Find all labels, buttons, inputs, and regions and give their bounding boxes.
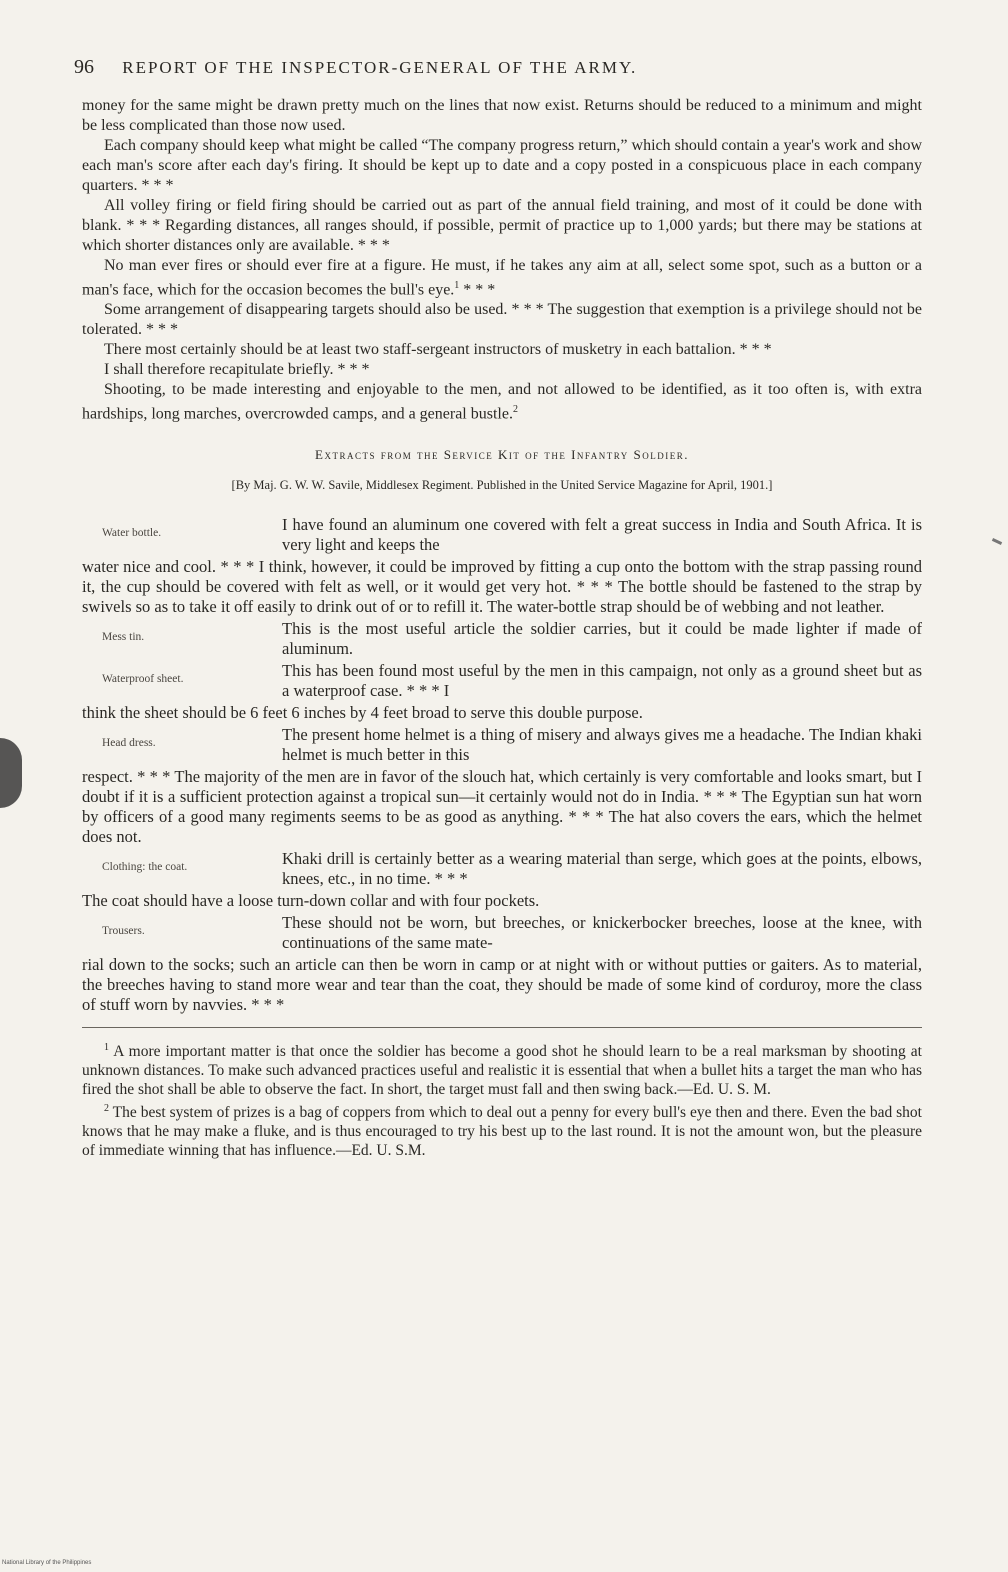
footnote-mark: 1 xyxy=(104,1041,109,1053)
paragraph-text: Shooting, to be made interesting and enjoyable to the men, and not allowed to be identified, as it too often is, with extra hardships, long marches, overcrowded camps, and a general bustle. xyxy=(82,381,922,423)
running-title: REPORT OF THE INSPECTOR-GENERAL OF THE ARMY. xyxy=(122,58,638,77)
paragraph: Each company should keep what might be called “The company progress return,” which should contain a year's work and show each man's score after each day's firing. It should be kept up to date and a copy posted in a conspicuous place in each company quarters. * * * xyxy=(82,137,922,194)
kit-entry xyxy=(82,913,922,953)
footnote-divider xyxy=(82,1027,922,1028)
entry-text: These should not be worn, but breeches, or knickerbocker breeches, loose at the knee, with continuations of the same mate- xyxy=(282,912,922,952)
footnote xyxy=(82,1099,922,1160)
paragraph: Some arrangement of disappearing targets should also be used. * * * The suggestion that exemption is a privilege should not be tolerated. * * * xyxy=(82,301,922,339)
entry-text: This is the most useful article the soldier carries, but it could be made lighter if made of aluminum. xyxy=(282,618,922,658)
side-label: Mess tin. xyxy=(102,630,145,643)
entry-continuation: The coat should have a loose turn-down collar and with four pockets. xyxy=(82,890,540,910)
paragraph: I shall therefore recapitulate briefly. * * * xyxy=(104,361,370,379)
running-header xyxy=(74,56,934,79)
footnote-mark: 2 xyxy=(104,1102,109,1114)
entry-text: Khaki drill is certainly better as a wearing material than serge, which goes at the points, elbows, knees, etc., in no time. * * * xyxy=(282,848,922,888)
section-title: Extracts from the Service Kit of the Infantry Soldier. xyxy=(315,446,689,462)
footnote-ref: 1 xyxy=(454,280,460,291)
entry-continuation: water nice and cool. * * * I think, however, it could be improved by fitting a cup onto the bottom with the strap passing round it, the cup should be covered with felt as well, or it would get very hot. * * * The bottle should be fastened to the strap by swivels so as to take it off easily to drink out of or to refill it. The water-bottle strap should be of webbing and not leather. xyxy=(82,556,922,616)
footnote xyxy=(82,1038,922,1099)
side-label: Head dress. xyxy=(102,736,156,749)
kit-entry xyxy=(82,515,922,555)
footnote-text: A more important matter is that once the soldier has become a good shot he should learn to be a real marksman by shooting at unknown distances. To make such advanced practices useful and realistic it is essential that when a bullet hits a target the man who has fired the shot shall be able to observe the fact. In short, the target must fall and then swing back.—Ed. U. S. M. xyxy=(82,1042,922,1098)
paragraph: All volley firing or field firing should be carried out as part of the annual field training, and most of it could be done with blank. * * * Regarding distances, all ranges should, if possible, permit of practice up to 1,000 yards; but there may be stations at which shorter distances only are available. * * * xyxy=(82,197,922,254)
scan-blot xyxy=(0,738,22,808)
side-label: Water bottle. xyxy=(102,526,162,539)
entry-continuation: rial down to the socks; such an article can then be worn in camp or at night with or without putties or gaiters. As to material, the breeches having to stand more wear and tear than the coat, they should be made of some kind of corduroy, more the class of stuff worn by navvies. * * * xyxy=(82,954,922,1014)
entry-text: The present home helmet is a thing of misery and always gives me a headache. The Indian khaki helmet is much better in this xyxy=(282,724,922,764)
entry-continuation: think the sheet should be 6 feet 6 inches by 4 feet broad to serve this double purpose. xyxy=(82,702,643,722)
paragraph xyxy=(82,380,922,424)
page-number: 96 xyxy=(74,56,94,78)
ellipsis-stars: * * * xyxy=(459,281,496,299)
side-label: Waterproof sheet. xyxy=(102,672,184,685)
footnote-ref: 2 xyxy=(512,404,518,416)
kit-entry xyxy=(82,619,922,659)
entry-text: I have found an aluminum one covered with felt a great success in India and South Africa. It is very light and keeps the xyxy=(282,514,922,554)
library-watermark: National Library of the Philippines xyxy=(2,1560,92,1566)
paragraph xyxy=(82,256,922,300)
side-label: Clothing: the coat. xyxy=(102,860,188,873)
footnote-text: The best system of prizes is a bag of coppers from which to deal out a penny for every bull's eye then and there. Even the bad shot knows that he may make a fluke, and is thus encouraged to try his best up to the last round. It is not the amount won, but the pleasure of immediate winning that has influence.—Ed. U. S.M. xyxy=(82,1103,922,1159)
paragraph: There most certainly should be at least two staff-sergeant instructors of musketry in each battalion. * * * xyxy=(104,341,772,359)
section-byline: [By Maj. G. W. W. Savile, Middlesex Regiment. Published in the United Service Magazine for April, 1901.] xyxy=(231,477,773,492)
entry-text: This has been found most useful by the men in this campaign, not only as a ground sheet but as a waterproof case. * * * I xyxy=(282,660,922,700)
kit-entry xyxy=(82,661,922,701)
kit-entry xyxy=(82,849,922,889)
kit-entry xyxy=(82,725,922,765)
side-label: Trousers. xyxy=(102,924,145,937)
scan-mark xyxy=(992,538,1002,545)
entry-continuation: respect. * * * The majority of the men are in favor of the slouch hat, which certainly is very comfortable and looks smart, but I doubt if it is a sufficient protection against a tropical sun—it certainly would not do in India. * * * The Egyptian sun hat worn by officers of a good many regiments seems to be as good as anything. * * * The hat also covers the ears, which the helmet does not. xyxy=(82,766,922,846)
paragraph-text: No man ever fires or should ever fire at a figure. He must, if he takes any aim at all, select some spot, such as a button or a man's face, which for the occasion becomes the bull's eye. xyxy=(82,257,922,299)
page-body xyxy=(82,96,922,1160)
paragraph: money for the same might be drawn pretty much on the lines that now exist. Returns should be reduced to a minimum and might be less complicated than those now used. xyxy=(82,97,922,134)
